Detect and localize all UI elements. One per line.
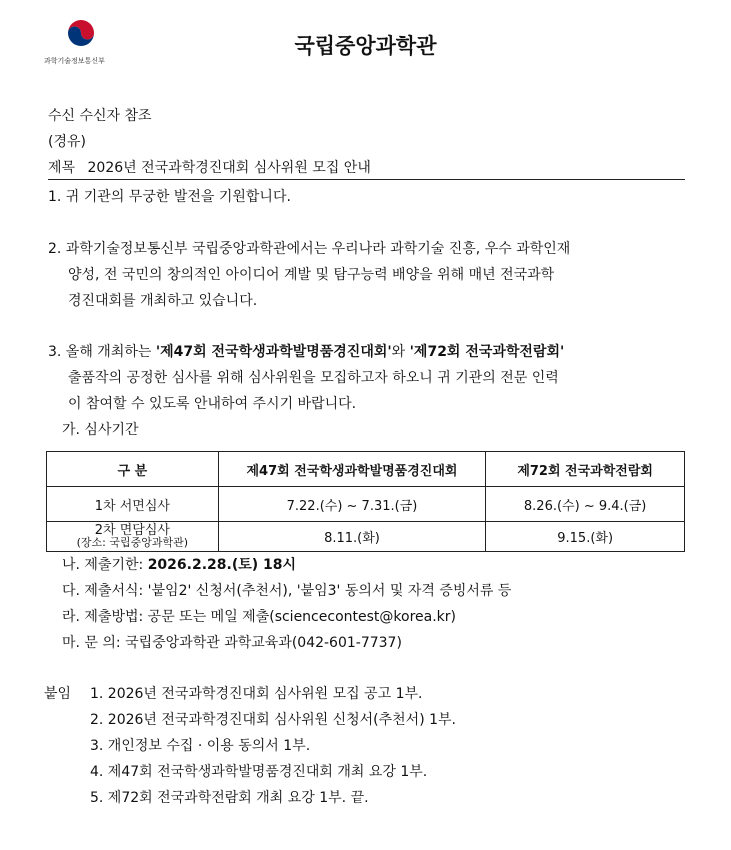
paragraph-1: 1. 귀 기관의 무궁한 발전을 기원합니다.	[48, 189, 291, 205]
paragraph-3-line-3: 이 참여할 수 있도록 안내하여 주시기 바랍니다.	[68, 396, 357, 412]
p3-contest-1: '제47회 전국학생과학발명품경진대회'	[155, 344, 392, 360]
table-cell: 1차 서면심사	[47, 487, 219, 522]
table-cell	[47, 522, 219, 552]
table-header-row	[47, 452, 685, 487]
p3-prefix: 3. 올해 개최하는	[48, 344, 156, 360]
table-cell: 8.26.(수) ~ 9.4.(금)	[486, 487, 685, 522]
section-na	[62, 552, 296, 579]
table-cell: 7.22.(수) ~ 7.31.(금)	[218, 487, 486, 522]
p3-contest-2: '제72회 전국과학전람회'	[409, 344, 565, 360]
table-header-cell: 구 분	[47, 452, 219, 487]
deadline-label: 나. 제출기한:	[62, 557, 148, 573]
review-schedule-table	[46, 451, 685, 552]
table-row	[47, 522, 685, 552]
attachments-label: 붙임	[44, 686, 72, 702]
org-title: 국립중앙과학관	[294, 34, 437, 58]
subject-text: 2026년 전국과학경진대회 심사위원 모집 안내	[87, 160, 371, 176]
section-ga: 가. 심사기간	[62, 422, 139, 438]
table-header-cell: 제72회 전국과학전람회	[486, 452, 685, 487]
table-cell-label: 2차 면담심사	[94, 523, 170, 538]
attachment-item: 1. 2026년 전국과학경진대회 심사위원 모집 공고 1부.	[90, 686, 423, 702]
table-cell: 9.15.(화)	[486, 522, 685, 552]
table-header-cell: 제47회 전국학생과학발명품경진대회	[218, 452, 486, 487]
attachment-item: 4. 제47회 전국학생과학발명품경진대회 개최 요강 1부.	[90, 764, 428, 780]
table-cell-sublabel: (장소: 국립중앙과학관)	[76, 536, 189, 549]
subject-line	[48, 157, 371, 177]
subject-label: 제목	[48, 160, 76, 176]
paragraph-3-line-2: 출품작의 공정한 심사를 위해 심사위원을 모집하고자 하오니 귀 기관의 전문 인력	[68, 370, 559, 386]
paragraph-2-line-2: 양성, 전 국민의 창의적인 아이디어 계발 및 탐구능력 배양을 위해 매년 전국과학	[68, 267, 555, 283]
via-line: (경유)	[48, 134, 86, 150]
section-ma: 마. 문 의: 국립중앙과학관 과학교육과(042-601-7737)	[62, 635, 402, 651]
paragraph-2-line-3: 경진대회를 개최하고 있습니다.	[68, 293, 258, 309]
attachment-item: 2. 2026년 전국과학경진대회 심사위원 신청서(추천서) 1부.	[90, 712, 456, 728]
table-row	[47, 487, 685, 522]
table-cell: 8.11.(화)	[218, 522, 486, 552]
paragraph-2-line-1: 2. 과학기술정보통신부 국립중앙과학관에서는 우리나라 과학기술 진흥, 우수 과학인재	[48, 241, 571, 257]
paragraph-3-line-1	[48, 339, 564, 366]
p3-mid: 와	[391, 344, 410, 360]
attachment-item: 5. 제72회 전국과학전람회 개최 요강 1부. 끝.	[90, 790, 369, 806]
ministry-name: 과학기술정보통신부	[44, 57, 105, 65]
attachment-item: 3. 개인정보 수집 · 이용 동의서 1부.	[90, 738, 311, 754]
section-ra: 라. 제출방법: 공문 또는 메일 제출(sciencecontest@korea.kr)	[62, 609, 456, 625]
header-divider	[48, 179, 685, 180]
section-da: 다. 제출서식: '붙임2' 신청서(추천서), '붙임3' 동의서 및 자격 증빙서류 등	[62, 583, 512, 599]
deadline-value: 2026.2.28.(토) 18시	[147, 557, 297, 573]
recipient-line: 수신 수신자 참조	[48, 108, 152, 124]
